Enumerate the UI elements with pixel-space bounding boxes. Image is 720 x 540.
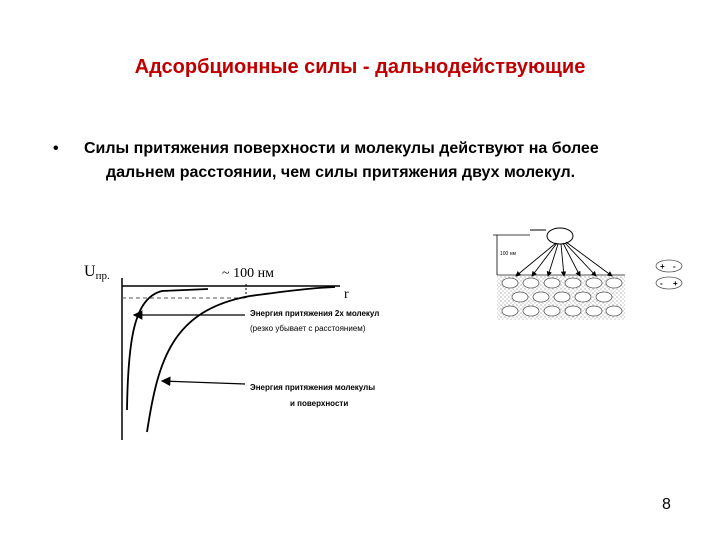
svg-text:-: - xyxy=(673,262,676,271)
height-label: 100 нм xyxy=(500,251,516,257)
bullet-symbol: • xyxy=(53,140,59,157)
slide-title: Адсорбционные силы - дальнодействующие xyxy=(134,56,586,78)
page-number: 8 xyxy=(662,496,671,513)
dipole-icon xyxy=(656,260,682,289)
annotation-surface-2: и поверхности xyxy=(290,399,349,408)
svg-text:+: + xyxy=(673,279,678,288)
y-axis-label: Uпр. xyxy=(84,263,110,282)
bullet-line-1: Силы притяжения поверхности и молекулы действуют на более xyxy=(84,140,599,157)
annotation-surface-1: Энергия притяжения молекулы xyxy=(250,383,376,392)
svg-text:-: - xyxy=(660,279,663,288)
svg-text:+: + xyxy=(660,262,665,271)
bullet-line-2: дальнем расстоянии, чем силы притяжения двух молекул. xyxy=(106,164,576,181)
x-axis-label: r xyxy=(344,287,349,302)
annotation-molecules-1: Энергия притяжения 2х молекул xyxy=(250,309,380,318)
distance-label: ~ 100 нм xyxy=(222,266,274,281)
molecule-icon xyxy=(547,228,573,244)
annotation-molecules-2: (резко убывает с расстоянием) xyxy=(250,324,366,333)
